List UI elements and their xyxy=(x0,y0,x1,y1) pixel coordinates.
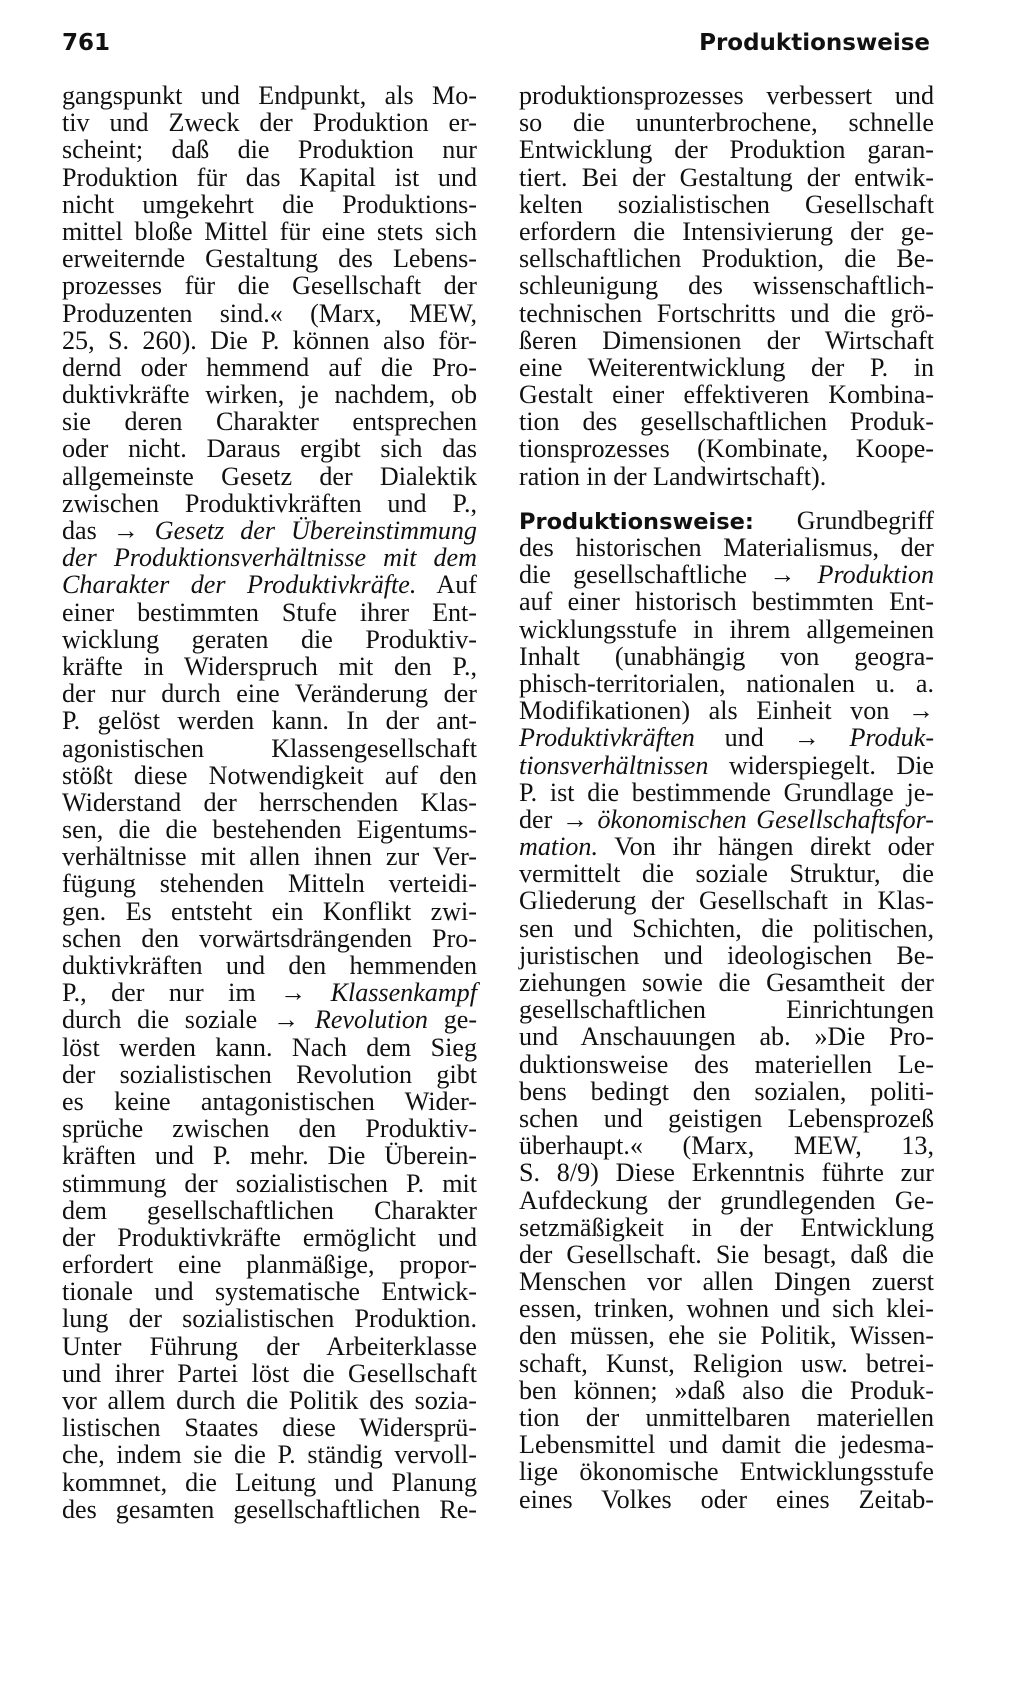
text-line xyxy=(62,1441,477,1468)
text-line xyxy=(62,109,477,136)
text-run: Von ihr hängen direkt oder xyxy=(598,832,934,862)
page-header xyxy=(62,30,930,66)
text-run: oder nicht. Daraus ergibt sich das xyxy=(62,434,477,464)
text-run: und ihrer Partei löst die Gesellschaft xyxy=(62,1358,477,1388)
text-run: eines Volkes oder eines Zeitab- xyxy=(519,1484,934,1514)
text-line xyxy=(62,1197,477,1224)
arrow-icon: → xyxy=(112,516,139,545)
cross-reference: Produktivkräften xyxy=(519,723,695,753)
cross-reference: Klassenkampf xyxy=(306,978,477,1008)
text-line xyxy=(62,1006,477,1033)
text-line xyxy=(62,490,477,517)
text-run: der nur durch eine Veränderung der xyxy=(62,679,477,709)
text-line xyxy=(62,735,477,762)
text-line xyxy=(62,463,477,490)
text-run: listischen Staates diese Widersprü- xyxy=(62,1413,477,1443)
text-run: die gesellschaftliche xyxy=(519,560,770,590)
text-run: nicht umgekehrt die Produktions- xyxy=(62,189,477,219)
cross-reference: Revolution xyxy=(299,1005,428,1035)
text-line xyxy=(62,544,477,571)
text-run: mittel bloße Mittel für eine stets sich xyxy=(62,216,477,246)
text-run: das xyxy=(62,516,113,545)
text-run: bens bedingt den sozialen, politi- xyxy=(519,1076,934,1106)
text-run: sie deren Charakter entsprechen xyxy=(62,407,477,437)
text-run: schen den vorwärtsdrängenden Pro- xyxy=(62,923,477,953)
text-line xyxy=(62,898,477,925)
text-line xyxy=(519,561,934,588)
arrow-icon: → xyxy=(769,560,796,590)
text-run: schleunigung des wissenschaftlich- xyxy=(519,271,934,301)
text-run: tiv und Zweck der Produktion er- xyxy=(62,108,477,138)
text-run: P., der nur im xyxy=(62,978,281,1008)
text-run: widerspiegelt. Die xyxy=(708,750,934,780)
text-line xyxy=(62,1496,477,1523)
text-run: und xyxy=(694,723,794,753)
arrow-icon: → xyxy=(907,696,934,726)
text-run: wicklungsstufe in ihrem allgemeinen xyxy=(519,614,934,644)
text-line xyxy=(519,779,934,806)
text-run: Gliederung der Gesellschaft in Klas- xyxy=(519,886,934,916)
text-run: ßeren Dimensionen der Wirtschaft xyxy=(519,325,934,355)
text-run: wicklung geraten die Produktiv- xyxy=(62,624,477,654)
text-line xyxy=(519,969,934,996)
text-line xyxy=(519,272,934,299)
text-line xyxy=(62,435,477,462)
text-line xyxy=(62,1387,477,1414)
text-line xyxy=(62,1333,477,1360)
text-run: Entwicklung der Produktion garan- xyxy=(519,135,934,165)
text-run: auf einer historisch bestimmten Ent- xyxy=(519,587,934,617)
text-line xyxy=(519,218,934,245)
arrow-icon: → xyxy=(273,1005,300,1035)
text-run: schen und geistigen Lebensprozeß xyxy=(519,1103,934,1133)
cross-reference: der Produktionsverhältnisse mit dem xyxy=(62,543,477,573)
text-line xyxy=(519,1268,934,1295)
text-run: Widerstand der herrschenden Klas- xyxy=(62,787,477,817)
text-line xyxy=(519,643,934,670)
text-line xyxy=(519,164,934,191)
text-line xyxy=(62,164,477,191)
text-line xyxy=(519,616,934,643)
text-run: kräften und P. mehr. Die Überein- xyxy=(62,1141,477,1171)
text-line xyxy=(519,697,934,724)
cross-reference: mation. xyxy=(519,832,599,862)
text-line xyxy=(62,599,477,626)
text-run: tion der unmittelbaren materiellen xyxy=(519,1403,934,1432)
text-run: dem gesellschaftlichen Charakter xyxy=(62,1195,477,1225)
text-line xyxy=(519,1132,934,1159)
left-text-column xyxy=(62,82,477,1523)
text-line xyxy=(62,925,477,952)
text-run: duktivkräften und den hemmenden xyxy=(62,951,477,980)
text-line xyxy=(62,1278,477,1305)
text-run: essen, trinken, wohnen und sich klei- xyxy=(519,1294,934,1324)
text-line xyxy=(62,707,477,734)
text-line xyxy=(62,381,477,408)
text-line xyxy=(519,1159,934,1186)
text-run: der xyxy=(519,804,562,834)
text-run: setzmäßigkeit in der Entwicklung xyxy=(519,1212,934,1242)
text-line xyxy=(519,435,934,462)
text-run: gangspunkt und Endpunkt, als Mo- xyxy=(62,81,477,110)
text-line xyxy=(62,1414,477,1441)
text-line xyxy=(519,860,934,887)
text-run: che, indem sie die P. ständig vervoll- xyxy=(62,1440,477,1470)
text-line xyxy=(519,1486,934,1513)
paragraph-gap xyxy=(519,490,934,507)
page-number: 761 xyxy=(62,30,111,56)
text-line xyxy=(519,588,934,615)
text-line xyxy=(519,915,934,942)
text-run: gesellschaftlichen Einrichtungen xyxy=(519,995,934,1025)
text-run: P. ist die bestimmende Grundlage je- xyxy=(519,777,934,807)
text-line xyxy=(519,1404,934,1431)
text-line xyxy=(62,136,477,163)
text-run: P. gelöst werden kann. In der ant- xyxy=(62,706,477,736)
text-run: zwischen Produktivkräften und P., xyxy=(62,488,477,518)
text-run: ziehungen sowie die Gesamtheit der xyxy=(519,968,934,997)
text-line xyxy=(519,942,934,969)
running-head: Produktionsweise xyxy=(699,30,930,56)
text-line xyxy=(519,724,934,751)
text-line xyxy=(62,1360,477,1387)
text-line xyxy=(62,789,477,816)
text-line xyxy=(519,887,934,914)
text-run: Auf xyxy=(416,570,477,600)
text-line xyxy=(62,1305,477,1332)
text-line xyxy=(519,833,934,860)
cross-reference: Gesetz der Übereinstimmung xyxy=(138,516,477,545)
text-run: Inhalt (unabhängig von geogra- xyxy=(519,641,934,671)
text-run: verhältnisse mit allen ihnen zur Ver- xyxy=(62,842,477,872)
text-run: S. 8/9) Diese Erkenntnis führte zur xyxy=(519,1158,934,1188)
text-line xyxy=(62,517,477,544)
text-line xyxy=(62,979,477,1006)
text-run: duktivkräfte wirken, je nachdem, ob xyxy=(62,380,477,410)
text-line xyxy=(62,1251,477,1278)
cross-reference: ökonomischen Gesellschaftsfor- xyxy=(587,804,935,834)
text-run: juristischen und ideologischen Be- xyxy=(519,940,934,970)
text-run: erfordert eine planmäßige, propor- xyxy=(62,1250,477,1280)
text-line xyxy=(519,534,934,561)
text-run: Aufdeckung der grundlegenden Ge- xyxy=(519,1185,934,1215)
text-line xyxy=(62,408,477,435)
text-line xyxy=(519,1241,934,1268)
text-line xyxy=(519,136,934,163)
text-run: prozesses für die Gesellschaft der xyxy=(62,271,477,301)
text-run: der Gesellschaft. Sie besagt, daß die xyxy=(519,1239,934,1269)
text-line xyxy=(519,806,934,833)
text-run: tionsprozesses (Kombinate, Koope- xyxy=(519,434,934,464)
text-line xyxy=(519,1350,934,1377)
text-line xyxy=(519,191,934,218)
text-line xyxy=(519,1187,934,1214)
text-run: es keine antagonistischen Wider- xyxy=(62,1086,477,1116)
text-line xyxy=(519,300,934,327)
text-run: stößt diese Notwendigkeit auf den xyxy=(62,760,477,790)
text-run: tion des gesellschaftlichen Produk- xyxy=(519,407,934,437)
text-run: technischen Fortschritts und die grö- xyxy=(519,298,934,328)
text-line xyxy=(62,1469,477,1496)
text-run: der Produktivkräfte ermöglicht und xyxy=(62,1222,477,1252)
text-line xyxy=(62,1170,477,1197)
text-line xyxy=(519,507,934,534)
text-run: tionale und systematische Entwick- xyxy=(62,1277,477,1307)
cross-reference: Produktion xyxy=(795,560,935,590)
text-run: ben können; »daß also die Produk- xyxy=(519,1375,934,1405)
arrow-icon: → xyxy=(793,723,820,753)
text-line xyxy=(519,327,934,354)
text-line xyxy=(62,272,477,299)
text-run: sen, die die bestehenden Eigentums- xyxy=(62,815,477,845)
text-line xyxy=(62,245,477,272)
text-run: eine Weiterentwicklung der P. in xyxy=(519,352,934,382)
text-line xyxy=(62,1088,477,1115)
text-line xyxy=(519,1078,934,1105)
text-line xyxy=(519,752,934,779)
text-run: kräfte in Widerspruch mit den P., xyxy=(62,651,477,681)
text-run: des historischen Materialismus, der xyxy=(519,533,934,562)
text-line xyxy=(62,327,477,354)
text-line xyxy=(519,996,934,1023)
text-run: fügung stehenden Mitteln verteidi- xyxy=(62,869,477,899)
text-run: ge- xyxy=(427,1005,478,1035)
text-run: und Anschauungen ab. »Die Pro- xyxy=(519,1022,934,1052)
cross-reference: tionsverhältnissen xyxy=(519,750,709,780)
text-line xyxy=(62,191,477,218)
text-run: gen. Es entsteht ein Konflikt zwi- xyxy=(62,896,477,926)
text-run: überhaupt.« (Marx, MEW, 13, xyxy=(519,1131,934,1161)
text-line xyxy=(62,1142,477,1169)
text-line xyxy=(519,1214,934,1241)
text-line xyxy=(62,843,477,870)
cross-reference: Produk- xyxy=(819,723,935,753)
arrow-icon: → xyxy=(561,804,588,834)
entry-term: Produktionsweise: xyxy=(519,508,754,535)
text-run: 25, S. 260). Die P. können also för- xyxy=(62,325,477,355)
text-run: erfordern die Intensivierung der ge- xyxy=(519,216,934,246)
text-line xyxy=(519,1322,934,1349)
text-line xyxy=(519,1295,934,1322)
text-run: lung der sozialistischen Produktion. xyxy=(62,1304,477,1334)
text-run: Menschen vor allen Dingen zuerst xyxy=(519,1267,934,1297)
text-run: sprüche zwischen den Produktiv- xyxy=(62,1114,477,1144)
text-line xyxy=(62,680,477,707)
text-run: Gestalt einer effektiveren Kombina- xyxy=(519,380,934,410)
text-line xyxy=(519,245,934,272)
text-line xyxy=(62,571,477,598)
text-line xyxy=(62,1034,477,1061)
text-run: agonistischen Klassengesellschaft xyxy=(62,733,477,763)
text-run: sen und Schichten, die politischen, xyxy=(519,913,934,943)
text-line xyxy=(519,354,934,381)
text-line xyxy=(62,218,477,245)
text-line xyxy=(519,109,934,136)
right-text-column xyxy=(519,82,934,1513)
text-run: einer bestimmten Stufe ihrer Ent- xyxy=(62,597,477,627)
text-run: allgemeinste Gesetz der Dialektik xyxy=(62,461,477,491)
text-run: vor allem durch die Politik des sozia- xyxy=(62,1386,477,1415)
text-run: scheint; daß die Produktion nur xyxy=(62,135,477,165)
text-run: der sozialistischen Revolution gibt xyxy=(62,1059,477,1089)
text-run: stimmung der sozialistischen P. mit xyxy=(62,1168,477,1198)
text-line xyxy=(519,1377,934,1404)
text-run: den müssen, ehe sie Politik, Wissen- xyxy=(519,1321,934,1351)
text-run: phisch-territorialen, nationalen u. a. xyxy=(519,668,934,698)
text-run: Grundbegriff xyxy=(753,505,934,535)
text-line xyxy=(62,1115,477,1142)
text-run: Lebensmittel und damit die jedesma- xyxy=(519,1430,934,1460)
text-line xyxy=(62,354,477,381)
text-line xyxy=(62,626,477,653)
text-line xyxy=(62,762,477,789)
text-run: tiert. Bei der Gestaltung der entwik- xyxy=(519,162,934,192)
text-run: Produktion für das Kapital ist und xyxy=(62,162,477,192)
text-run: dernd oder hemmend auf die Pro- xyxy=(62,352,477,382)
text-line xyxy=(62,300,477,327)
text-line xyxy=(519,1431,934,1458)
text-line xyxy=(519,1023,934,1050)
text-run: ration in der Landwirtschaft). xyxy=(519,461,827,491)
text-run: kommnet, die Leitung und Planung xyxy=(62,1467,477,1497)
text-run: duktionsweise des materiellen Le- xyxy=(519,1049,934,1079)
text-run: durch die soziale xyxy=(62,1005,274,1035)
text-run: sellschaftlichen Produktion, die Be- xyxy=(519,244,934,274)
text-run: vermittelt die soziale Struktur, die xyxy=(519,859,934,889)
text-line xyxy=(62,82,477,109)
text-run: kelten sozialistischen Gesellschaft xyxy=(519,189,934,219)
text-line xyxy=(519,408,934,435)
text-run: so die ununterbrochene, schnelle xyxy=(519,108,934,138)
text-run: lige ökonomische Entwicklungsstufe xyxy=(519,1457,934,1487)
text-run: Produzenten sind.« (Marx, MEW, xyxy=(62,298,477,328)
text-line xyxy=(62,653,477,680)
text-line xyxy=(519,1051,934,1078)
text-line xyxy=(519,381,934,408)
text-run: schaft, Kunst, Religion usw. betrei- xyxy=(519,1348,934,1378)
text-line xyxy=(62,1224,477,1251)
text-run: produktionsprozesses verbessert und xyxy=(519,81,934,110)
text-line xyxy=(62,952,477,979)
text-line xyxy=(62,816,477,843)
text-line xyxy=(519,670,934,697)
text-run: Unter Führung der Arbeiterklasse xyxy=(62,1331,477,1361)
text-line xyxy=(519,1105,934,1132)
text-run: Modifikationen) als Einheit von xyxy=(519,696,908,726)
text-run: erweiternde Gestaltung des Lebens- xyxy=(62,244,477,274)
text-line xyxy=(519,1458,934,1485)
cross-reference: Charakter der Produktivkräfte. xyxy=(62,570,417,600)
text-line xyxy=(62,870,477,897)
arrow-icon: → xyxy=(280,978,307,1008)
text-run: löst werden kann. Nach dem Sieg xyxy=(62,1032,477,1062)
text-line xyxy=(519,82,934,109)
text-line xyxy=(519,463,934,490)
text-run: des gesamten gesellschaftlichen Re- xyxy=(62,1494,477,1524)
text-line xyxy=(62,1061,477,1088)
